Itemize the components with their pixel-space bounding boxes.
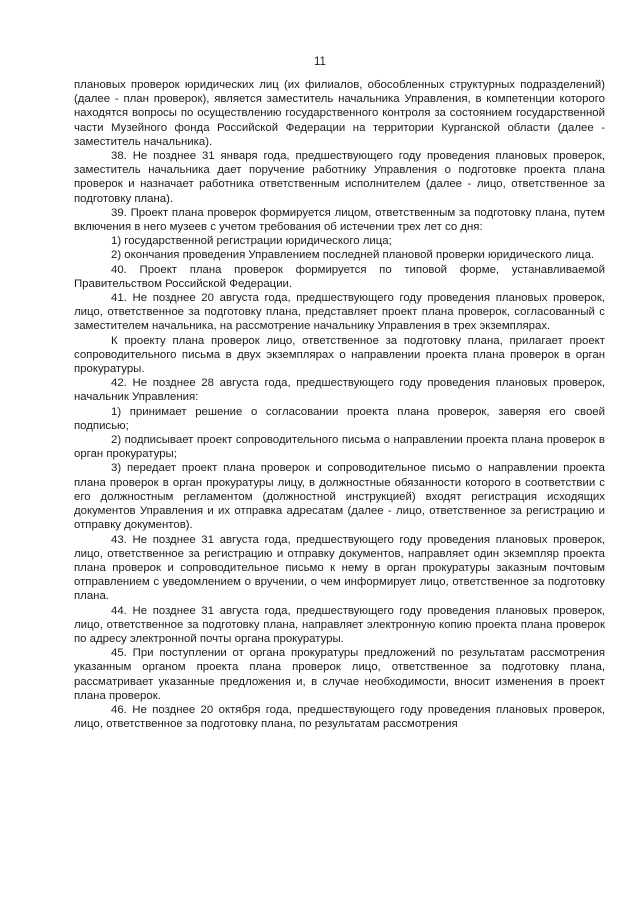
document-body [74,78,605,731]
paragraph-item-39-sub-1: 1) государственной регистрации юридического лица; [111,235,392,248]
paragraph-item-41: 41. Не позднее 20 августа года, предшествующего году проведения плановых проверок, лицо, ответственное за подготовку плана, представляет проект плана проверок, согласованный с заместителем начальника, на рассмотрение начальнику Управления в трех экземплярах. [74,292,605,333]
paragraph-item-42-sub-2: 2) подписывает проект сопроводительного письма о направлении проекта плана проверок в орган прокуратуры; [74,434,605,461]
paragraph-item-40: 40. Проект плана проверок формируется по типовой форме, устанавливаемой Правительством Российской Федерации. [74,263,605,290]
paragraph-item-39: 39. Проект плана проверок формируется лицом, ответственным за подготовку плана, путем включения в него музеев с учетом требования об истечении трех лет со дня: [74,206,605,234]
paragraph-item-43: 43. Не позднее 31 августа года, предшествующего году проведения плановых проверок, лицо, ответственное за регистрацию и отправку документов, направляет один экземпляр проекта плана проверок и сопроводительное письмо к нему в орган прокуратуры заказным почтовым отправлением с уведомлением о вручении, о чем информирует лицо, ответственное за подготовку плана. [74,533,605,603]
paragraph-item-39-sub-2: 2) окончания проведения Управлением последней плановой проверки юридического лица. [111,249,595,262]
paragraph-item-41-attachment: К проекту плана проверок лицо, ответственное за подготовку плана, прилагает проект сопроводительного письма в двух экземплярах о направлении проекта плана проверок в орган прокуратуры. [74,334,605,376]
paragraph-continuation: плановых проверок юридических лиц (их филиалов, обособленных структурных подразделений) (далее - план проверок), является заместитель начальника Управления, в компетенции которого находятся вопросы по осуществлению государственного контроля за состоянием государственной части Музейного фонда Российской Федерации на территории Курганской области (далее - заместитель начальника). [74,79,605,148]
paragraph-item-42-sub-3: 3) передает проект плана проверок и сопроводительное письмо о направлении проекта плана проверок в орган прокуратуры лицу, в должностные обязанности которого в соответствии с его должностным регламентом (должностной инструкцией) входят регистрация исходящих документов Управления и их отправка адресатам (далее - лицо, ответственное за регистрацию и отправку документов). [74,462,605,532]
paragraph-item-45: 45. При поступлении от органа прокуратуры предложений по результатам рассмотрения указанным органом проекта плана проверок лицо, ответственное за подготовку плана, рассматривает указанные предложения и, в случае необходимости, вносит изменения в проект плана проверок. [74,647,605,702]
paragraph-item-42-sub-1: 1) принимает решение о согласовании проекта плана проверок, заверяя его своей подписью; [74,405,605,432]
paragraph-item-42: 42. Не позднее 28 августа года, предшествующего году проведения плановых проверок, начальник Управления: [74,377,605,404]
paragraph-item-46: 46. Не позднее 20 октября года, предшествующего году проведения плановых проверок, лицо, ответственное за подготовку плана, по результатам рассмотрения [74,703,605,731]
paragraph-item-38: 38. Не позднее 31 января года, предшествующего году проведения плановых проверок, заместитель начальника дает поручение работнику Управления о подготовке проекта плана проверок и назначает работника ответственным исполнителем (далее - лицо, ответственное за подготовку плана). [74,150,605,205]
page-number: 11 [314,56,326,68]
paragraph-item-44: 44. Не позднее 31 августа года, предшествующего году проведения плановых проверок, лицо, ответственное за подготовку плана, направляет электронную копию проекта плана проверок по адресу электронной почты органа прокуратуры. [74,604,605,645]
